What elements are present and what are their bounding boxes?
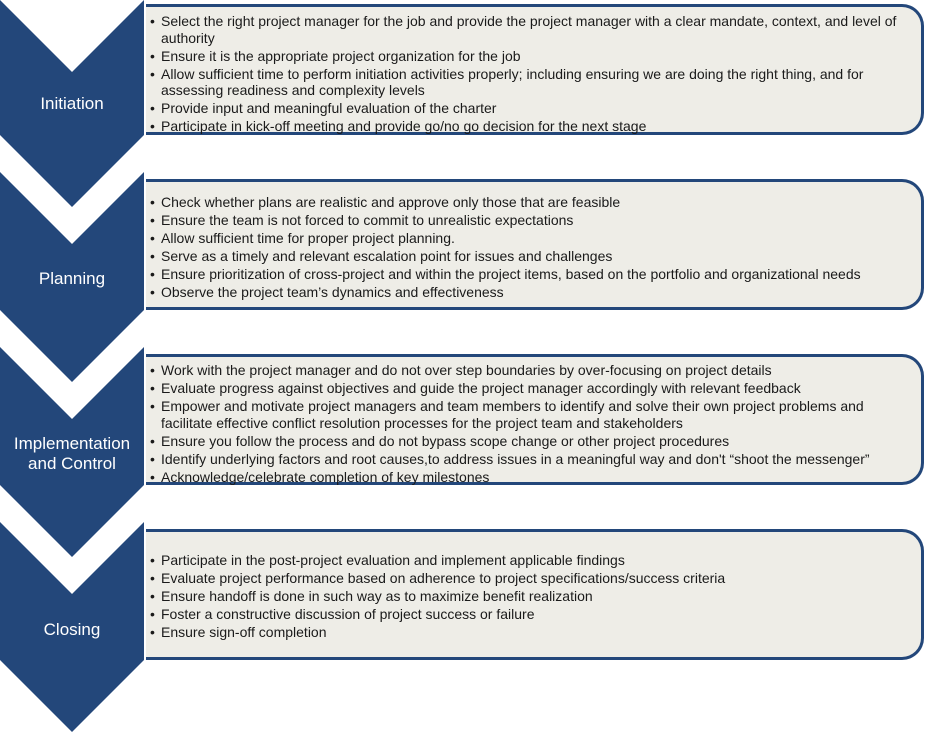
stage-label-closing: Closing	[43, 620, 101, 639]
bullet-list-closing	[146, 552, 909, 642]
bullet-item: • Participate in kick-off meeting and provide go/no go decision for the next stage	[146, 118, 909, 136]
stage-label-initiation: Initiation	[40, 94, 104, 113]
bullet-item: • Allow sufficient time for proper project planning.	[146, 230, 909, 248]
stage-label-implementation	[0, 434, 144, 474]
bullet-item: • Participate in the post-project evaluation and implement applicable findings	[146, 552, 909, 570]
stage-label-implementation-line-1: Implementation	[13, 434, 131, 453]
bullet-item: • Evaluate progress against objectives and guide the project manager accordingly with relevant feedback	[146, 380, 913, 398]
stage-box-closing	[146, 529, 924, 660]
bullet-item: • Evaluate project performance based on adherence to project specifications/success criteria	[146, 570, 909, 588]
bullet-list-planning	[146, 194, 909, 302]
bullet-item: • Foster a constructive discussion of project success or failure	[146, 606, 909, 624]
bullet-item: • Empower and motivate project managers and team members to identify and solve their own project problems and facilitate effective conflict resolution processes for the project team and stakeholders	[146, 398, 913, 433]
bullet-list-implementation	[146, 362, 913, 487]
bullet-item: • Acknowledge/celebrate completion of key milestones	[146, 469, 913, 487]
bullet-item: • Check whether plans are realistic and approve only those that are feasible	[146, 194, 909, 212]
bullet-item: • Work with the project manager and do not over step boundaries by over-focusing on project details	[146, 362, 913, 380]
bullet-item: • Ensure you follow the process and do not bypass scope change or other project procedures	[146, 433, 913, 451]
stage-box-initiation	[146, 4, 924, 135]
bullet-item: • Provide input and meaningful evaluation of the charter	[146, 100, 909, 118]
bullet-item: • Ensure sign-off completion	[146, 624, 909, 642]
bullet-item: • Ensure the team is not forced to commit to unrealistic expectations	[146, 212, 909, 230]
bullet-item: • Ensure prioritization of cross-project and within the project items, based on the portfolio and organizational needs	[146, 266, 909, 284]
bullet-item: • Identify underlying factors and root causes,to address issues in a meaningful way and don't “shoot the messenger”	[146, 451, 913, 469]
bullet-list-initiation	[146, 13, 909, 136]
bullet-item: • Serve as a timely and relevant escalation point for issues and challenges	[146, 248, 909, 266]
bullet-item: • Ensure handoff is done in such way as to maximize benefit realization	[146, 588, 909, 606]
bullet-item: • Allow sufficient time to perform initiation activities properly; including ensuring we are doing the right thing, and for assessing readiness and complexity levels	[146, 66, 909, 101]
stage-box-planning	[146, 179, 924, 310]
bullet-item: • Ensure it is the appropriate project organization for the job	[146, 48, 909, 66]
bullet-item: • Select the right project manager for the job and provide the project manager with a clear mandate, context, and level of authority	[146, 13, 909, 48]
bullet-item: • Observe the project team’s dynamics and effectiveness	[146, 284, 909, 302]
stage-box-implementation	[146, 354, 924, 485]
stage-label-implementation-line-2: and Control	[28, 454, 116, 473]
stage-label-planning: Planning	[38, 269, 106, 288]
